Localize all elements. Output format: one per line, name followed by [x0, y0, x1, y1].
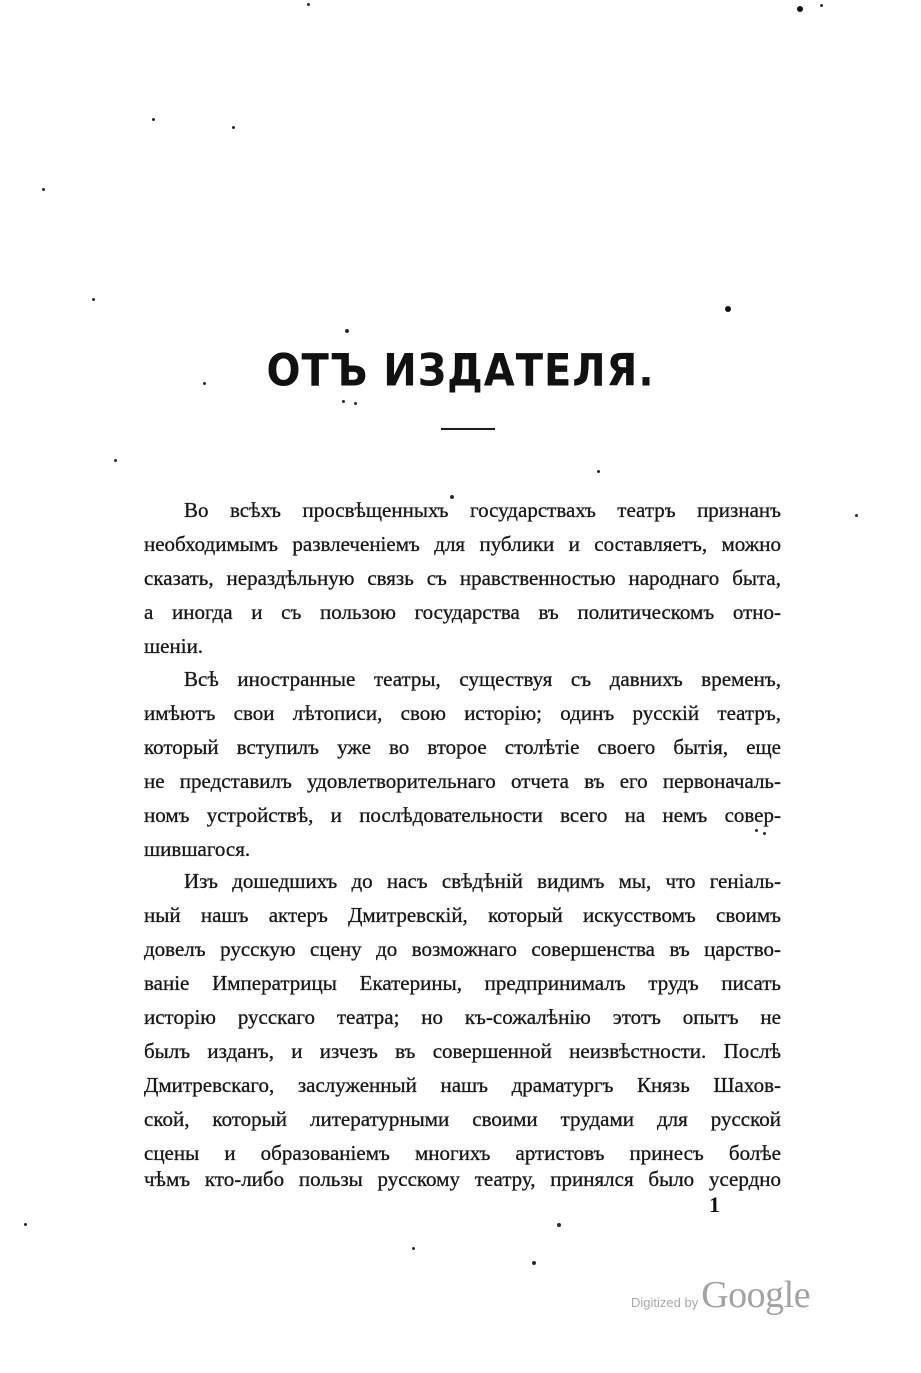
page-title: ОТЪ ИЗДАТЕЛЯ.: [266, 345, 655, 397]
text-line: сказать, нераздѣльную связь съ нравственностью народнаго быта,: [144, 566, 781, 590]
scan-speck: [42, 188, 45, 191]
text-line: Изъ дошедшихъ до насъ свѣдѣній видимъ мы, что геніаль-: [184, 869, 781, 893]
scan-speck: [152, 118, 155, 121]
text-line: Дмитревскаго, заслуженный нашъ драматургъ Князь Шахов-: [144, 1073, 781, 1097]
text-line: ный нашъ актеръ Дмитревскій, который искусствомъ своимъ: [144, 903, 781, 927]
text-line: а иногда и съ пользою государства въ политическомъ отно-: [144, 600, 781, 624]
scan-speck: [307, 3, 310, 6]
text-line: сцены и образованіемъ многихъ артистовъ принесъ болѣе: [144, 1141, 781, 1165]
digitized-by-label: Digitized by: [631, 1295, 699, 1310]
scan-speck: [725, 306, 731, 312]
text-line: имѣютъ свои лѣтописи, свою исторію; одинъ русскій театръ,: [144, 701, 781, 725]
scan-speck: [114, 459, 117, 462]
text-line: чѣмъ кто-либо пользы русскому театру, принялся было усердно: [144, 1167, 781, 1191]
text-line: Во всѣхъ просвѣщенныхъ государствахъ театръ признанъ: [184, 498, 781, 522]
scan-speck: [342, 400, 345, 403]
scan-speck: [24, 1223, 27, 1226]
text-line: довелъ русскую сцену до возможнаго совершенства въ царство-: [144, 937, 781, 961]
text-line: номъ устройствѣ, и послѣдовательности всего на немъ совер-: [144, 803, 781, 827]
scan-speck: [532, 1261, 536, 1265]
text-line: который вступилъ уже во второе столѣтіе своего бытія, еще: [144, 735, 781, 759]
text-line: необходимымъ развлеченіемъ для публики и составляетъ, можно: [144, 532, 781, 556]
scan-speck: [232, 126, 235, 129]
text-line: былъ изданъ, и изчезъ въ совершенной неизвѣстности. Послѣ: [144, 1039, 781, 1063]
digitized-watermark: [631, 1273, 810, 1323]
google-logo-text: Google: [701, 1274, 811, 1316]
scan-speck: [557, 1223, 561, 1227]
scan-speck: [597, 470, 600, 473]
page-number: 1: [709, 1192, 720, 1217]
scan-speck: [92, 298, 95, 301]
scan-speck: [345, 329, 349, 333]
text-line: Всѣ иностранные театры, существуя съ давнихъ временъ,: [184, 667, 781, 691]
text-line: ской, который литературными своими трудами для русской: [144, 1107, 781, 1131]
text-line: исторію русскаго театра; но къ-сожалѣнію этотъ опытъ не: [144, 1005, 781, 1029]
scan-speck: [354, 402, 357, 405]
text-line: не представилъ удовлетворительнаго отчета въ его первоначаль-: [144, 769, 781, 793]
text-line: шившагося.: [144, 837, 251, 861]
scan-speck: [820, 4, 823, 7]
scan-speck: [412, 1247, 415, 1250]
scan-speck: [797, 6, 803, 12]
scan-speck: [855, 514, 858, 517]
text-line: ваніе Императрицы Екатерины, предпринималъ трудъ писать: [144, 971, 781, 995]
title-divider: [441, 428, 495, 430]
text-line: шеніи.: [144, 634, 204, 658]
